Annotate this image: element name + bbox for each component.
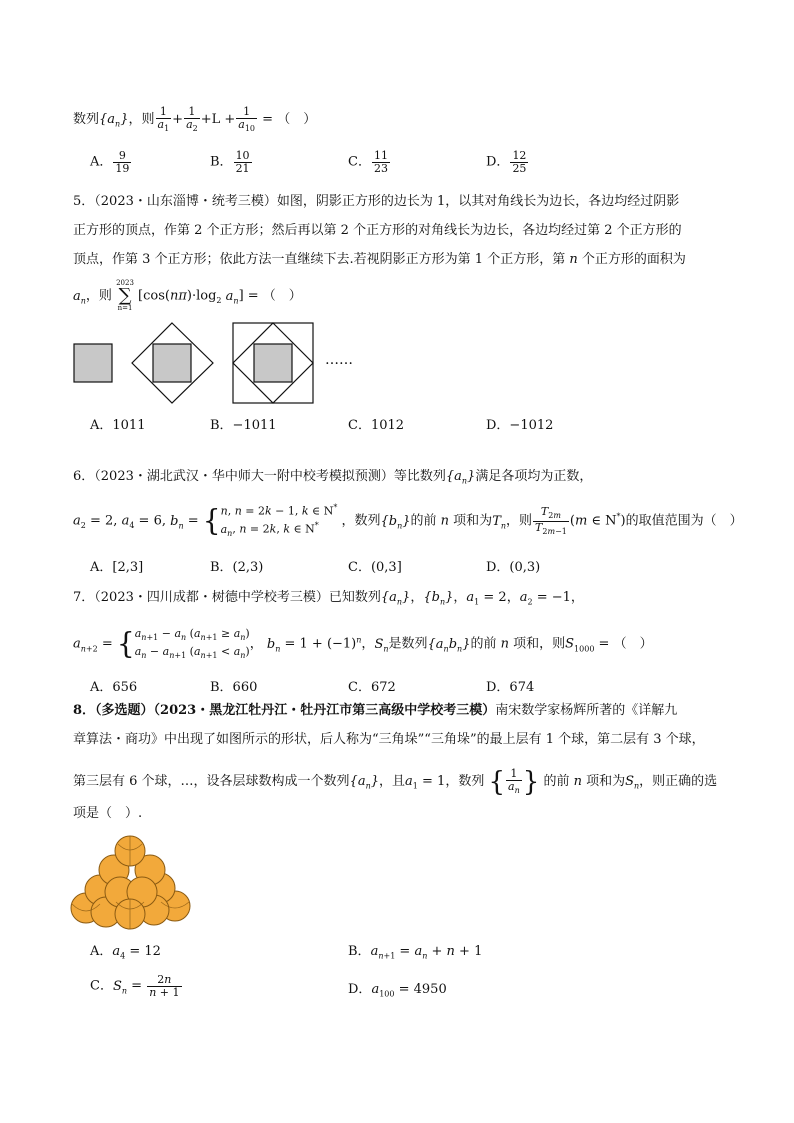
q5-line1: 5．（2023・山东淄博・统考三模）如图，阴影正方形的边长为 1，以其对角线长为边长，各边均经过阴影 [73,194,680,209]
q8-line3: 第三层有 6 个球，…，设各层球数构成一个数列$\{a_n\}$，且$a_1 = 1$，数列 { $\frac{1}{a_n}$ } 的前 n 项和为$S_n$，则正确的选 [73,765,718,798]
q5-line4: $a_n$，则 2023 ∑ n=1 [$\cos(n\pi)\cdot\log_2$ $a_n$] = （ ） [73,279,302,312]
q8-line4: 项是（ ）. [73,806,143,821]
q5-line3: 顶点，作第 3 个正方形；依此方法一直继续下去.若视阴影正方形为第 1 个正方形，第 n 个正方形的面积为 [73,252,686,267]
q4-option-a[interactable]: A． $\frac{9}{19}$ [90,149,130,175]
q5-option-c[interactable]: C．1012 [348,418,405,433]
q4-option-d[interactable]: D． $\frac{12}{25}$ [486,149,527,175]
q5-option-b[interactable]: B．−1011 [210,418,277,433]
q6-option-b[interactable]: B．(2,3) [210,560,264,575]
q4-option-c[interactable]: C． $\frac{11}{23}$ [348,149,388,175]
q7-option-c[interactable]: C．672 [348,680,396,695]
q6-option-c[interactable]: C．(0,3] [348,560,402,575]
stacked-balls-figure [70,834,196,930]
q8-line2: 章算法・商功》中出现了如图所示的形状，后人称为“三角垛”“三角垛”的最上层有 1 个球，第二层有 3 个球， [73,732,705,747]
q6-option-d[interactable]: D．(0,3) [486,560,541,575]
q6-line2: $a_2 = 2$, $a_4 = 6$, $b_n$ = { n, n = 2k − 1, k ∈ N* $a_n$, n = 2k, k ∈ N* ，数列$\{b_n\}$的前 n 项和为$T_n$，则 $\frac{T_{2m}}{T_{2m-1}}$ (m ∈ N*)的取值范围为（ ） [73,503,743,538]
q8-option-b[interactable]: B．$a_{n+1} = a_n + n + 1$ [348,944,483,961]
q8-option-a[interactable]: A．$a_4 = 12$ [90,944,161,961]
square-2-inner-shaded [153,344,191,382]
q7-line2: $a_{n+2}$ = { $a_{n+1} - a_n$ $(a_{n+1} \ge a_n)$ $a_n - a_{n+1}$ $(a_{n+1} < a_n)$ ， $b_n = 1 + (-1)^n$，$S_n$是数列$\{a_nb_n\}$的前 n 项和，则$S_{1000}$ = （ ） [73,626,653,661]
q7-option-d[interactable]: D．674 [486,680,535,695]
q6-line1: 6．（2023・湖北武汉・华中师大一附中校考模拟预测）等比数列$\{a_n\}$满足各项均为正数， [73,469,593,486]
q8-line1: 8．（多选题）（2023・黑龙江牡丹江・牡丹江市第三高级中学校考三模）南宋数学家杨辉所著的《详解九 [73,703,678,718]
q8-option-c[interactable]: C．$S_n$ = $\frac{2n}{n + 1}$ [90,973,180,999]
q5-option-a[interactable]: A．1011 [90,418,146,433]
q7-line1: 7．（2023・四川成都・树德中学校考三模）已知数列$\{a_n\}$，$\{b_n\}$，$a_1 = 2$，$a_2 = -1$， [73,590,584,607]
q6-option-a[interactable]: A．[2,3] [90,560,144,575]
square-1-shaded [74,344,112,382]
q8-option-d[interactable]: D．$a_{100} = 4950$ [348,982,447,999]
square-3-inner-shaded [254,344,292,382]
q7-option-a[interactable]: A．656 [90,680,138,695]
q4-stem: 数列$\{a_n\}$，则 $\frac{1}{a_1}$ + $\frac{1}{a_2}$ +L + $\frac{1}{a_{10}}$ = （ ） [73,105,317,133]
q4-option-b[interactable]: B． $\frac{10}{21}$ [210,149,250,175]
q7-option-b[interactable]: B．660 [210,680,258,695]
q5-option-d[interactable]: D．−1012 [486,418,554,433]
q5-line2: 正方形的顶点，作第 2 个正方形；然后再以第 2 个正方形的对角线长为边长，各边均经过第 2 个正方形的 [73,223,682,238]
ellipsis-dots: …… [325,352,353,368]
